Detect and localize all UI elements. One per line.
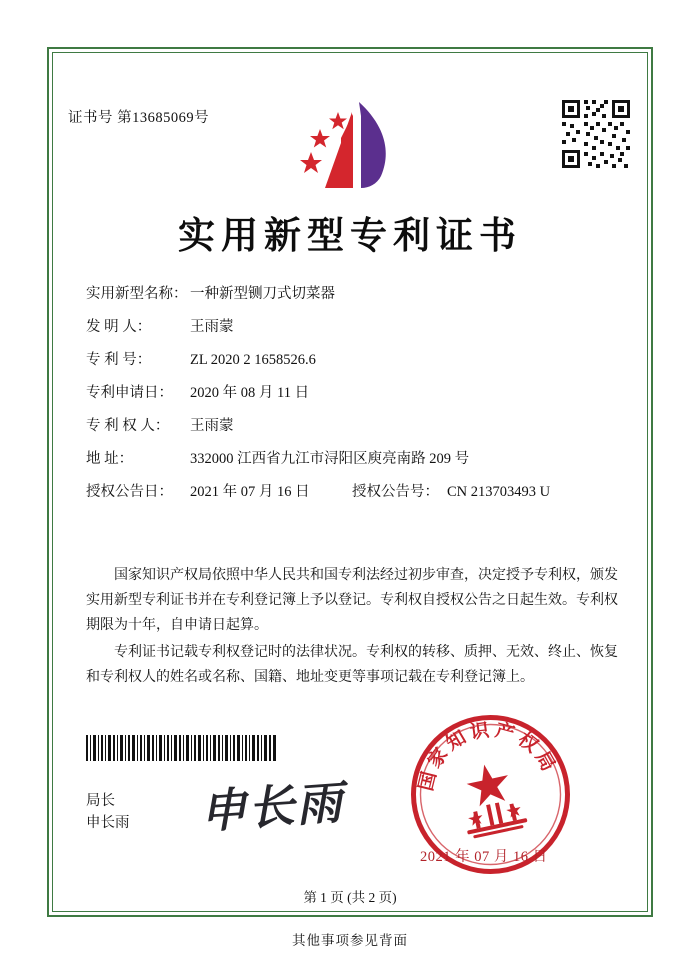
field-value-grant-number: CN 213703493 U: [447, 484, 551, 500]
field-inventor: [86, 320, 616, 335]
paragraph-2: 专利证书记载专利权登记时的法律状况。专利权的转移、质押、无效、终止、恢复和专利权人的姓名或名称、国籍、地址变更等事项记载在专利登记簿上。: [86, 645, 618, 685]
field-label-application-date: 专利申请日：: [86, 385, 173, 401]
page-indicator: 第 1 页 (共 2 页): [303, 890, 397, 905]
certificate-fields: [86, 287, 616, 518]
field-label-address: 地 址：: [86, 451, 134, 467]
certificate-title: 实用新型专利证书: [178, 216, 522, 257]
field-value-patent-number: ZL 2020 2 1658526.6: [190, 352, 316, 368]
field-value-application-date: 2020 年 08 月 11 日: [190, 385, 310, 401]
field-label-patent-number: 专 利 号：: [86, 352, 152, 368]
field-application-date: [86, 386, 616, 401]
seal-date: 2021 年 07 月 16 日: [420, 849, 548, 865]
field-grant-row: [86, 485, 616, 500]
field-label-patentee: 专 利 权 人：: [86, 418, 170, 434]
field-grant-date: [86, 485, 352, 500]
field-value-patentee: 王雨蒙: [190, 418, 234, 434]
field-value-name: 一种新型铡刀式切菜器: [190, 286, 335, 302]
field-patentee: [86, 419, 616, 434]
back-side-note: 其他事项参见背面: [292, 933, 408, 948]
barcode: [86, 735, 276, 761]
certificate-body-text: [86, 563, 618, 692]
field-grant-number: [352, 485, 550, 500]
field-utility-model-name: [86, 287, 616, 302]
qr-code: [560, 98, 632, 170]
field-label-grant-number: 授权公告号：: [352, 484, 439, 500]
field-label-name: 实用新型名称：: [86, 286, 188, 302]
svg-text:国家知识产权局: 国家知识产权局: [415, 719, 561, 794]
field-patent-number: [86, 353, 616, 368]
field-value-inventor: 王雨蒙: [190, 319, 234, 335]
field-value-grant-date: 2021 年 07 月 16 日: [190, 484, 310, 500]
field-label-inventor: 发 明 人：: [86, 319, 152, 335]
cnipa-emblem-icon: [289, 96, 409, 192]
field-value-address: 332000 江西省九江市浔阳区庾亮南路 209 号: [190, 451, 470, 467]
director-label: 局长: [86, 793, 115, 809]
director-name: 申长雨: [86, 815, 130, 831]
director-block: [86, 790, 130, 834]
handwritten-signature: 申长雨: [198, 776, 346, 838]
certificate-number: 证书号 第13685069号: [68, 110, 210, 126]
paragraph-1: 国家知识产权局依照中华人民共和国专利法经过初步审查，决定授予专利权，颁发实用新型专利证书并在专利登记簿上予以登记。专利权自授权公告之日起生效。专利权期限为十年，自申请日起算。: [86, 568, 618, 633]
field-label-grant-date: 授权公告日：: [86, 484, 173, 500]
field-address: [86, 452, 616, 467]
